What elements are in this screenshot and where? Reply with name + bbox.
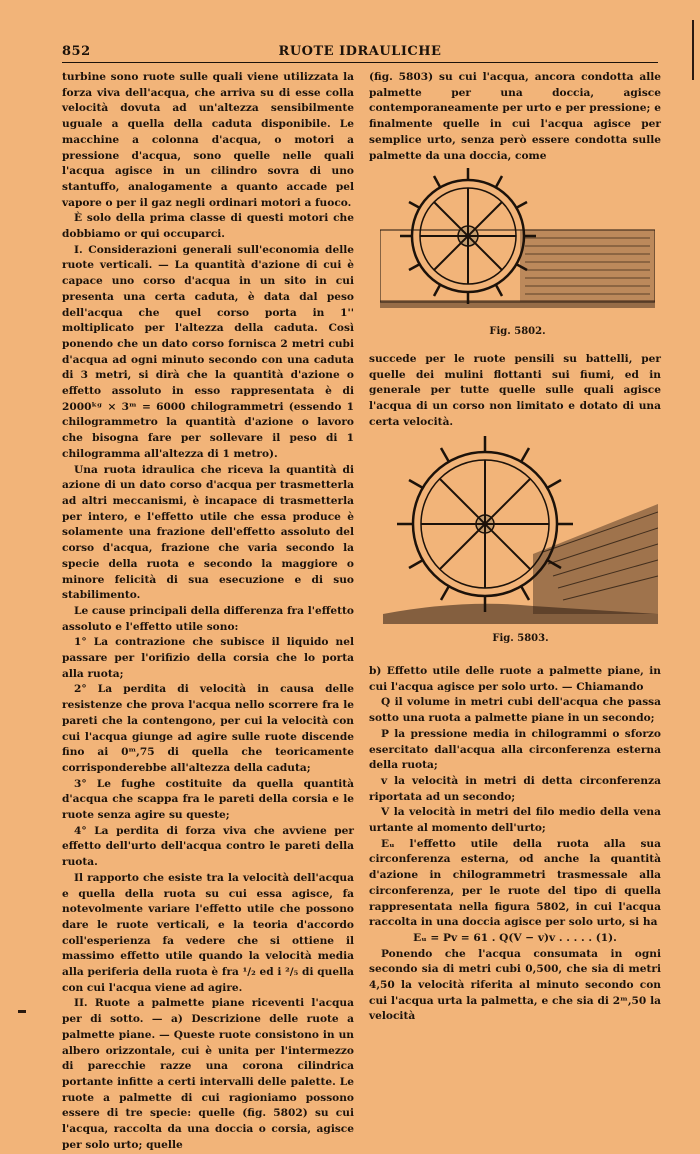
- formula: Eᵤ = Pv = 61 . Q(V − v)v . . . . . (1).: [413, 931, 617, 944]
- paragraph: Una ruota idraulica che riceva la quantità di azione di un dato corso d'acqua per trasmetterla ad altri meccanismi, è incapace di trasmetterla per intero, e l'effetto utile che essa produce è solamente una frazione dell'effetto assoluto del corso d'acqua, frazione che varia secondo la specie della ruota e secondo la maggiore o minore felicità di sua esecuzione e di suo stabilimento.: [62, 463, 354, 602]
- running-title: RUOTE IDRAULICHE: [278, 44, 442, 59]
- paragraph: 3° Le fughe costituite da quella quantità d'acqua che scappa fra le pareti della corsia e le ruote senza agire su queste;: [62, 777, 354, 822]
- paragraph: 4° La perdita di forza viva che avviene per effetto dell'urto dell'acqua contro le pareti della ruota.: [62, 824, 354, 869]
- paragraph: 1° La contrazione che subisce il liquido nel passare per l'orifizio della corsia che lo porta alla ruota;: [62, 636, 354, 680]
- page-header: [62, 44, 658, 62]
- figure-caption: Fig. 5802.: [489, 326, 546, 337]
- right-column-top: [369, 70, 661, 164]
- right-column-middle: [369, 352, 661, 431]
- paragraph: b) Effetto utile delle ruote a palmette piane, in cui l'acqua agisce per solo urto. — Chiamando: [369, 665, 661, 693]
- margin-mark: [18, 1010, 26, 1013]
- left-column: [62, 70, 354, 1154]
- paragraph: Il rapporto che esiste tra la velocità dell'acqua e quella della ruota su cui essa agisce, fa notevolmente variare l'effetto utile che possono dare le ruote verticali, e la teoria d'accordo coll'esperienza fa vedere che si ottiene il massimo effetto utile quando la velocità media alla periferia della ruota è fra ¹/₂ ed i ²/₅ di quella con cui l'acqua viene ad agire.: [62, 871, 354, 994]
- paragraph: Le cause principali della differenza fra l'effetto assoluto e l'effetto utile sono:: [62, 604, 354, 633]
- paragraph: Eᵤ l'effetto utile della ruota alla sua circonferenza esterna, od anche la quantità d'azione in chilogrammetri trasmessale alla circonferenza, per le ruote del tipo di quella rappresentata nella figura 5802, in cui l'acqua raccolta in una doccia agisce per solo urto, si ha: [369, 837, 661, 929]
- paragraph: Ponendo che l'acqua consumata in ogni secondo sia di metri cubi 0,500, che sia di metri 4,50 la velocità riferita al minuto secondo con cui l'acqua urta la palmetta, e che sia di 2ᵐ,50 la velocità: [369, 947, 661, 1023]
- right-column-bottom: [369, 664, 661, 1025]
- paragraph: Q il volume in metri cubi dell'acqua che passa sotto una ruota a palmette piane in un secondo;: [369, 696, 661, 725]
- paragraph: P la pressione media in chilogrammi o sforzo esercitato dall'acqua alla circonferenza esterna della ruota;: [369, 727, 661, 772]
- paragraph: V la velocità in metri del filo medio della vena urtante al momento dell'urto;: [369, 806, 661, 835]
- page-number: 852: [62, 44, 91, 59]
- paragraph: È solo della prima classe di questi motori che dobbiamo or qui occuparci.: [62, 212, 354, 241]
- figure-5802-waterwheel: [380, 160, 655, 320]
- paragraph: II. Ruote a palmette piane riceventi l'acqua per di sotto. — a) Descrizione delle ruote a palmette piane. — Queste ruote consistono in un albero orizzontale, cui è unita per l'intermezzo di parecchie razze una corona cilindrica portante infitte a certi intervalli delle palette. Le ruote a palmette di cui ragioniamo possono essere di tre specie: quelle (fig. 5802) su cui l'acqua, raccolta da una doccia o corsia, agisce per solo urto; quelle: [62, 997, 354, 1151]
- figure-5803-waterwheel: [383, 424, 658, 629]
- page-edge-line: [692, 20, 694, 80]
- paragraph: 2° La perdita di velocità in causa delle resistenze che prova l'acqua nello scorrere fra le pareti che la contengono, per cui la velocità con cui l'acqua giunge ad agire sulle ruote discende fino ai 0ᵐ,75 di quella che teoricamente corrisponderebbe all'altezza della caduta;: [62, 683, 354, 774]
- header-rule: [62, 62, 658, 63]
- paragraph: (fig. 5803) su cui l'acqua, ancora condotta alle palmette per una doccia, agisce contemporaneamente per urto e per pressione; e finalmente quelle in cui l'acqua agisce per semplice urto, senza però essere condotta sulle palmette da una doccia, come: [369, 71, 661, 162]
- paragraph: I. Considerazioni generali sull'economia delle ruote verticali. — La quantità d'azione di cui è capace uno corso d'acqua in un sito in cui presenta una certa caduta, è data dal peso dell'acqua che quel corso porta in 1'' moltiplicato per l'altezza della caduta. Così ponendo che un dato corso fornisca 2 metri cubi d'acqua ad ogni minuto secondo con una caduta di 3 metri, si dirà che la quantità d'azione o effetto assoluto in esso rappresentata è di 2000ᵏᵍ × 3ᵐ = 6000 chilogrammetri (essendo 1 chilogrammetro la quantità d'azione o lavoro che bisogna fare per sollevare il peso di 1 chilogramma all'altezza di 1 metro).: [62, 243, 354, 460]
- paragraph: v la velocità in metri di detta circonferenza riportata ad un secondo;: [369, 774, 661, 803]
- paragraph: succede per le ruote pensili su battelli, per quelle dei mulini flottanti sui fiumi, ed in generale per tutte quelle sulle quali agisce l'acqua di un corso non limitato e dotato di una certa velocità.: [369, 353, 661, 428]
- figure-caption: Fig. 5803.: [492, 633, 549, 644]
- paragraph: turbine sono ruote sulle quali viene utilizzata la forza viva dell'acqua, che arriva su di esse colla velocità dovuta ad un'altezza sensibilmente uguale a quella della caduta disponibile. Le macchine a colonna d'acqua, o motori a pressione d'acqua, sono quelle nelle quali l'acqua agisce in un cilindro sovra di uno stantuffo, analogamente a quanto accade pel vapore o per il gaz negli ordinari motori a fuoco.: [62, 71, 354, 209]
